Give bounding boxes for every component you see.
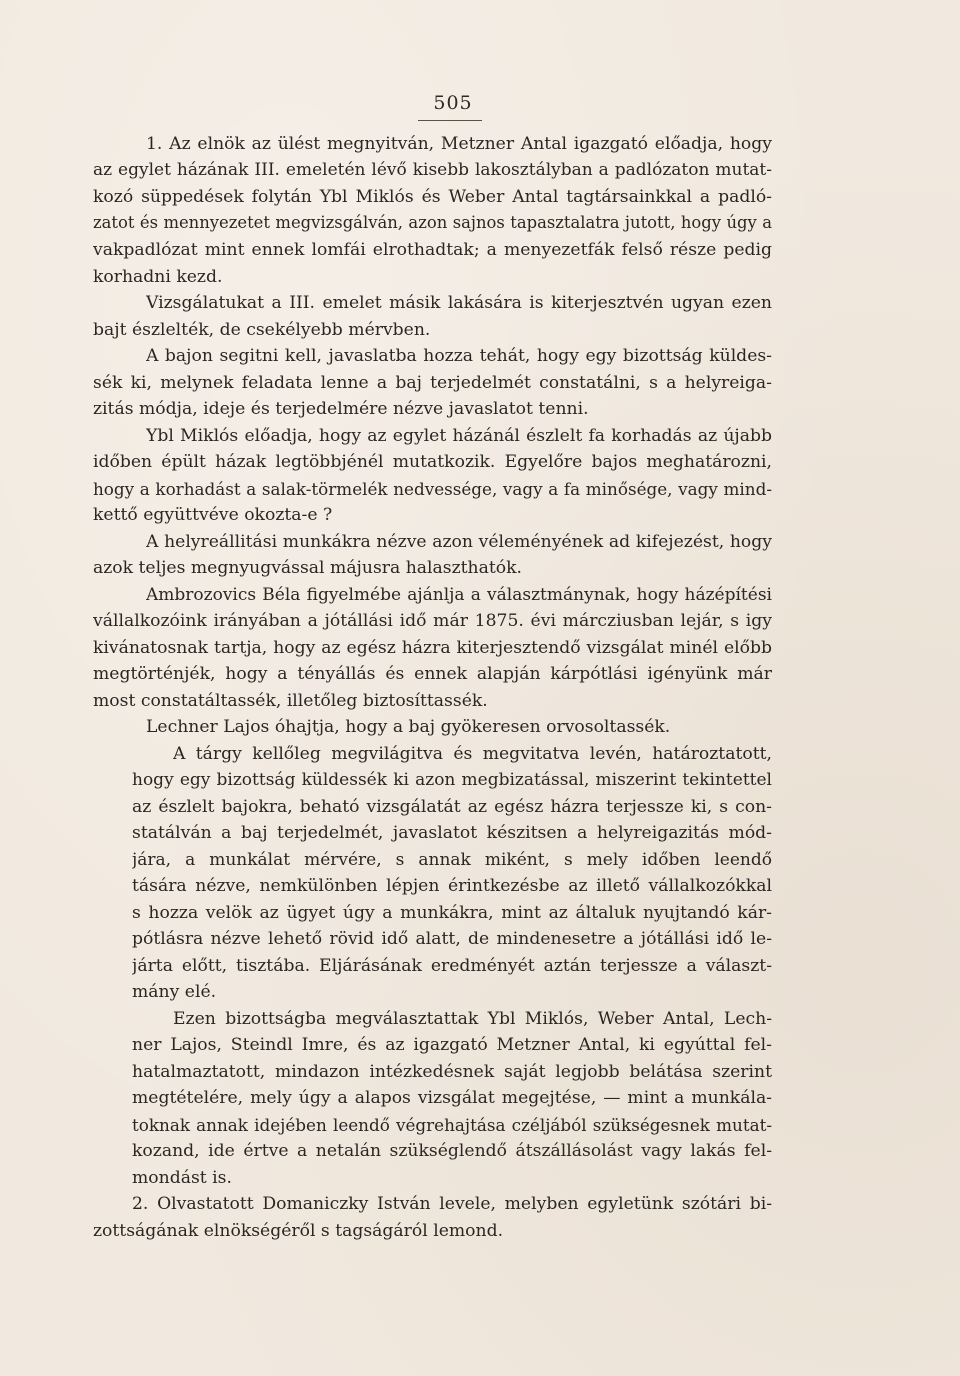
text-line: zottságának elnökségéről s tagságáról lemond. (93, 1221, 504, 1241)
text-line: Ybl Miklós előadja, hogy az egylet házánál észlelt fa korhadás az újabb (146, 426, 772, 446)
text-line: hogy a korhadást a salak-törmelék nedvessége, vagy a fa minősége, vagy mind- (93, 479, 772, 499)
text-line: az észlelt bajokra, beható vizsgálatát az egész házra terjessze ki, s con- (132, 797, 772, 817)
text-line: most constatáltassék, illetőleg biztosíttassék. (93, 691, 488, 711)
text-line: zitás módja, ideje és terjedelmére nézve javaslatot tenni. (93, 399, 589, 419)
text-line: bajt észlelték, de csekélyebb mérvben. (93, 320, 431, 340)
text-line: kettő együttvéve okozta-e ? (93, 505, 333, 525)
text-line: toknak annak idejében leendő végrehajtása czéljából szükségesnek mutat- (132, 1115, 772, 1135)
text-line: sék ki, melynek feladata lenne a baj terjedelmét constatálni, s a helyreiga- (93, 373, 772, 393)
text-line: korhadni kezd. (93, 267, 223, 287)
text-line: kivánatosnak tartja, hogy az egész házra kiterjesztendő vizsgálat minél előbb (93, 638, 772, 658)
text-line: zatot és mennyezetet megvizsgálván, azon sajnos tapasztalatra jutott, hogy úgy a (93, 213, 772, 232)
text-line: hogy egy bizottság küldessék ki azon megbizatással, miszerint tekintettel (132, 770, 772, 790)
text-line: vakpadlózat mint ennek lomfái elrothadtak; a menyezetfák felső része pedig (93, 240, 772, 260)
text-line: mány elé. (132, 982, 217, 1002)
page-number: 505 (433, 92, 473, 114)
text-line: 2. Olvastatott Domaniczky István levele, melyben egyletünk szótári bi- (132, 1194, 772, 1214)
text-line: hatalmaztatott, mindazon intézkedésnek saját legjobb belátása szerint (132, 1062, 772, 1082)
text-line: A tárgy kellőleg megvilágitva és megvitatva levén, határoztatott, (173, 744, 772, 764)
text-line: megtörténjék, hogy a tényállás és ennek alapján kárpótlási igényünk már (93, 664, 772, 684)
text-line: Lechner Lajos óhajtja, hogy a baj gyökeresen orvosoltassék. (146, 717, 671, 737)
text-line: pótlásra nézve lehető rövid idő alatt, de mindenesetre a jótállási idő le- (132, 929, 772, 949)
text-line: vállalkozóink irányában a jótállási idő már 1875. évi márcziusban lejár, s igy (93, 611, 772, 631)
text-line: A helyreállitási munkákra nézve azon véleményének ad kifejezést, hogy (146, 532, 772, 552)
text-line: statálván a baj terjedelmét, javaslatot készitsen a helyreigazitás mód- (132, 823, 772, 843)
text-line: kozó süppedések folytán Ybl Miklós és Weber Antal tagtársainkkal a padló- (93, 187, 772, 207)
page-number-rule (418, 120, 482, 121)
text-line: járta előtt, tisztába. Eljárásának eredményét aztán terjessze a választ- (132, 956, 772, 976)
text-line: tására nézve, nemkülönben lépjen érintkezésbe az illető vállalkozókkal (132, 876, 772, 896)
text-line: A bajon segitni kell, javaslatba hozza tehát, hogy egy bizottság küldes- (146, 346, 772, 366)
text-line: Ezen bizottságba megválasztattak Ybl Miklós, Weber Antal, Lech- (173, 1009, 772, 1029)
text-line: jára, a munkálat mérvére, s annak miként, s mely időben leendő (132, 850, 772, 870)
text-line: Vizsgálatukat a III. emelet másik lakására is kiterjesztvén ugyan ezen (146, 293, 772, 313)
text-line: ner Lajos, Steindl Imre, és az igazgató Metzner Antal, ki egyúttal fel- (132, 1035, 772, 1055)
text-line: az egylet házának III. emeletén lévő kisebb lakosztályban a padlózaton mutat- (93, 160, 772, 180)
text-line: mondást is. (132, 1168, 232, 1188)
text-line: Ambrozovics Béla figyelmébe ajánlja a választmánynak, hogy házépítési (146, 585, 772, 605)
text-line: 1. Az elnök az ülést megnyitván, Metzner Antal igazgató előadja, hogy (146, 134, 772, 154)
text-line: s hozza velök az ügyet úgy a munkákra, mint az általuk nyujtandó kár- (132, 903, 772, 923)
text-line: időben épült házak legtöbbjénél mutatkozik. Egyelőre bajos meghatározni, (93, 452, 772, 472)
text-line: megtételére, mely úgy a alapos vizsgálat megejtése, — mint a munkála- (132, 1088, 772, 1108)
text-line: azok teljes megnyugvással májusra halaszthatók. (93, 558, 522, 578)
text-line: kozand, ide értve a netalán szükséglendő átszállásolást vagy lakás fel- (132, 1141, 772, 1161)
